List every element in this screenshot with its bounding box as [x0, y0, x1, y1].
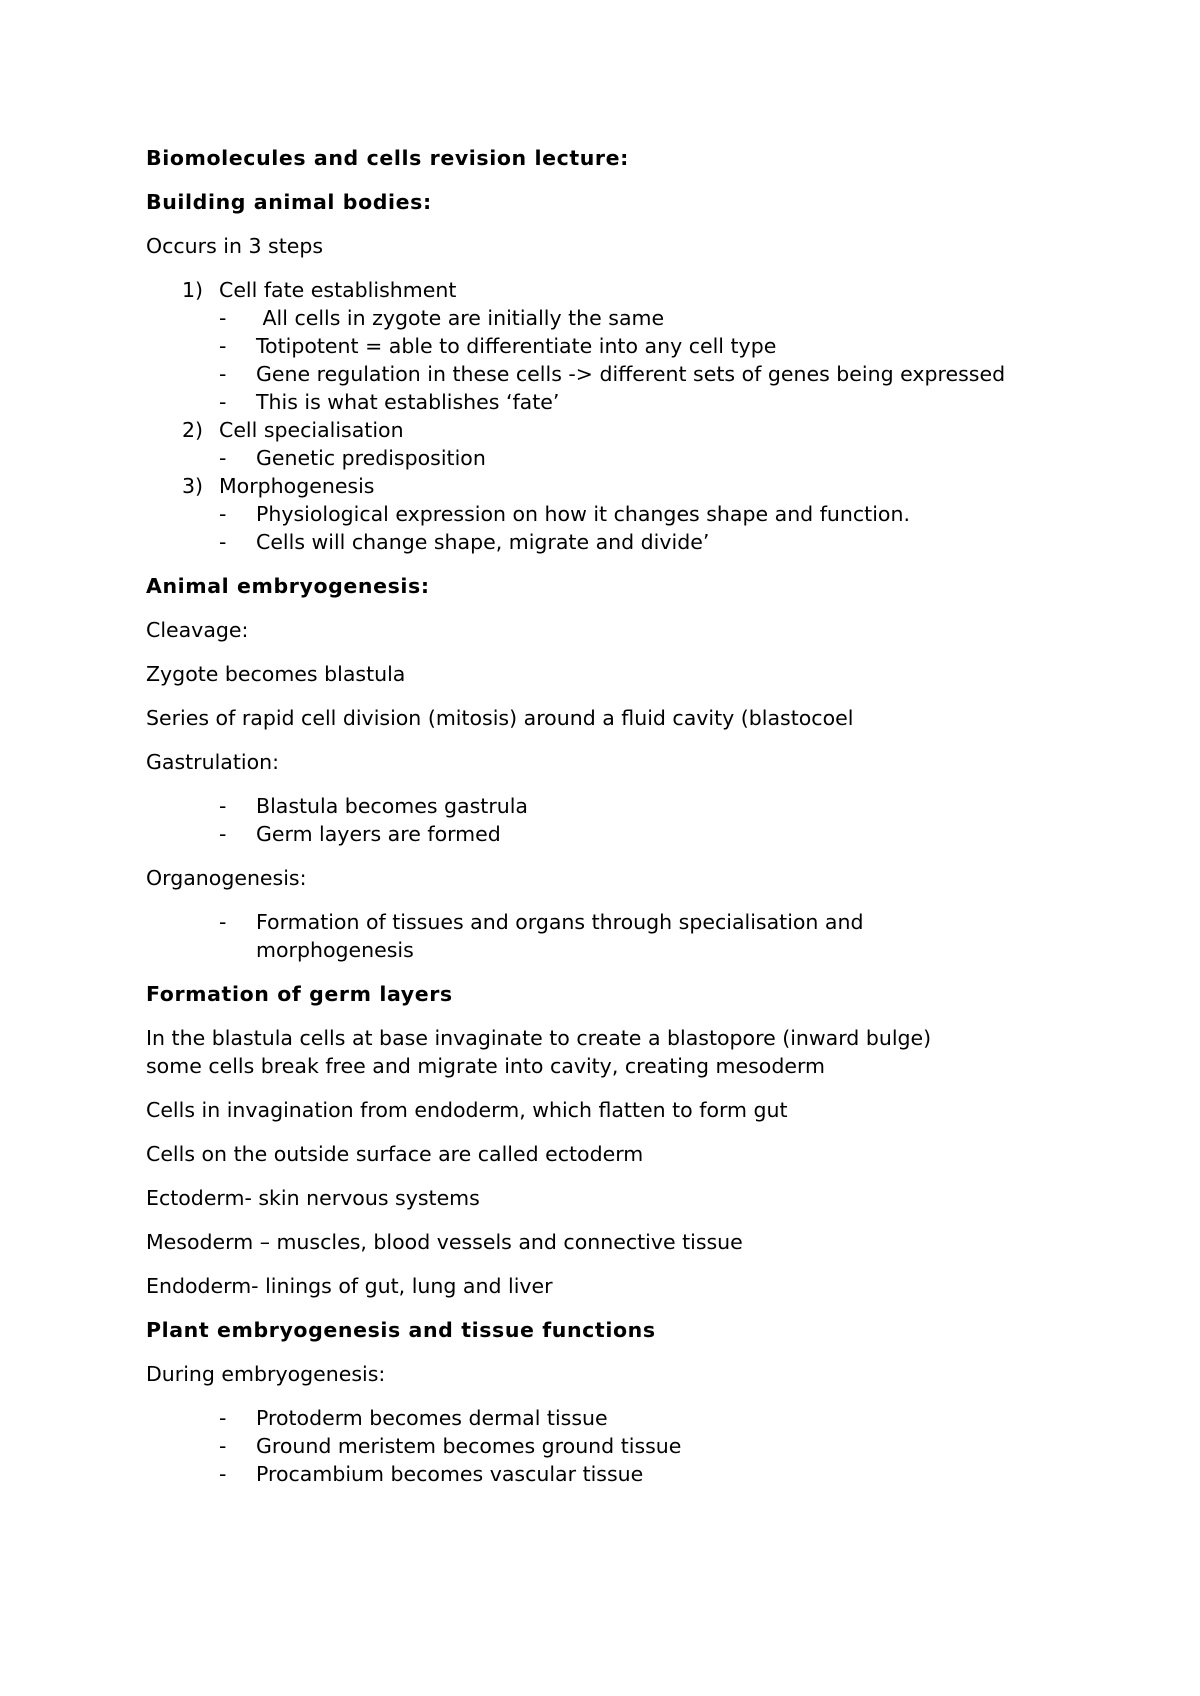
dash-marker: -: [219, 334, 227, 358]
bullet-text: Totipotent = able to differentiate into any cell type: [256, 334, 777, 358]
list-item: [146, 820, 1046, 848]
bullet-text: Formation of tissues and organs through specialisation and morphogenesis: [256, 910, 864, 962]
bullet-text: This is what establishes ‘fate’: [256, 390, 560, 414]
document-title: Biomolecules and cells revision lecture:: [146, 146, 629, 170]
bullet-list: [146, 908, 1046, 964]
paragraph: Endoderm- linings of gut, lung and liver: [146, 1274, 553, 1298]
list-item-label: Cell specialisation: [219, 418, 404, 442]
bullet-text: Ground meristem becomes ground tissue: [256, 1434, 682, 1458]
dash-marker: -: [219, 910, 227, 934]
bullet-text: Cells will change shape, migrate and divide’: [256, 530, 710, 554]
heading-animal-embryogenesis: Animal embryogenesis:: [146, 574, 430, 598]
paragraph: During embryogenesis:: [146, 1362, 386, 1386]
list-item: [146, 908, 1046, 964]
bullet-text: All cells in zygote are initially the same: [256, 306, 665, 330]
list-item: [219, 444, 1046, 472]
list-item: [219, 304, 1046, 332]
list-item: [146, 1460, 1046, 1488]
list-item-label: Morphogenesis: [219, 474, 375, 498]
paragraph: Series of rapid cell division (mitosis) around a fluid cavity (blastocoel: [146, 706, 854, 730]
list-item: [146, 472, 1046, 556]
dash-marker: -: [219, 502, 227, 526]
list-item: [219, 528, 1046, 556]
heading-building-animal-bodies: Building animal bodies:: [146, 190, 432, 214]
steps-list: [146, 276, 1046, 556]
paragraph: Cleavage:: [146, 618, 249, 642]
paragraph: Cells on the outside surface are called ectoderm: [146, 1142, 644, 1166]
bullet-list: [146, 792, 1046, 848]
paragraph: Zygote becomes blastula: [146, 662, 406, 686]
dash-marker: -: [219, 822, 227, 846]
paragraph: Cells in invagination from endoderm, which flatten to form gut: [146, 1098, 788, 1122]
dash-marker: -: [219, 1462, 227, 1486]
list-number: 1): [182, 278, 204, 302]
bullet-text: Procambium becomes vascular tissue: [256, 1462, 644, 1486]
list-item: [146, 792, 1046, 820]
list-item: [146, 1404, 1046, 1432]
bullet-list: [146, 1404, 1046, 1488]
dash-marker: -: [219, 306, 227, 330]
list-number: 3): [182, 474, 204, 498]
paragraph: Occurs in 3 steps: [146, 234, 324, 258]
paragraph: Ectoderm- skin nervous systems: [146, 1186, 480, 1210]
heading-germ-layers: Formation of germ layers: [146, 982, 453, 1006]
paragraph: Gastrulation:: [146, 750, 280, 774]
list-number: 2): [182, 418, 204, 442]
paragraph: Organogenesis:: [146, 866, 307, 890]
bullet-text: Germ layers are formed: [256, 822, 501, 846]
document-body: [146, 144, 1046, 1504]
heading-plant-embryogenesis: Plant embryogenesis and tissue functions: [146, 1318, 656, 1342]
dash-marker: -: [219, 794, 227, 818]
bullet-list: [219, 304, 1046, 416]
dash-marker: -: [219, 390, 227, 414]
list-item: [219, 500, 1046, 528]
paragraph: In the blastula cells at base invaginate to create a blastopore (inward bulge) some cells break free and migrate into cavity, creating mesoderm: [146, 1026, 932, 1078]
bullet-text: Physiological expression on how it changes shape and function.: [256, 502, 910, 526]
list-item: [146, 416, 1046, 472]
bullet-list: [219, 500, 1046, 556]
dash-marker: -: [219, 446, 227, 470]
bullet-text: Blastula becomes gastrula: [256, 794, 528, 818]
dash-marker: -: [219, 1406, 227, 1430]
paragraph: Mesoderm – muscles, blood vessels and connective tissue: [146, 1230, 743, 1254]
dash-marker: -: [219, 530, 227, 554]
list-item-label: Cell fate establishment: [219, 278, 457, 302]
dash-marker: -: [219, 1434, 227, 1458]
list-item: [219, 388, 1046, 416]
bullet-text: Protoderm becomes dermal tissue: [256, 1406, 608, 1430]
bullet-list: [219, 444, 1046, 472]
list-item: [146, 1432, 1046, 1460]
list-item: [219, 360, 1046, 388]
dash-marker: -: [219, 362, 227, 386]
list-item: [146, 276, 1046, 416]
list-item: [219, 332, 1046, 360]
bullet-text: Gene regulation in these cells -> different sets of genes being expressed: [256, 362, 1006, 386]
bullet-text: Genetic predisposition: [256, 446, 486, 470]
